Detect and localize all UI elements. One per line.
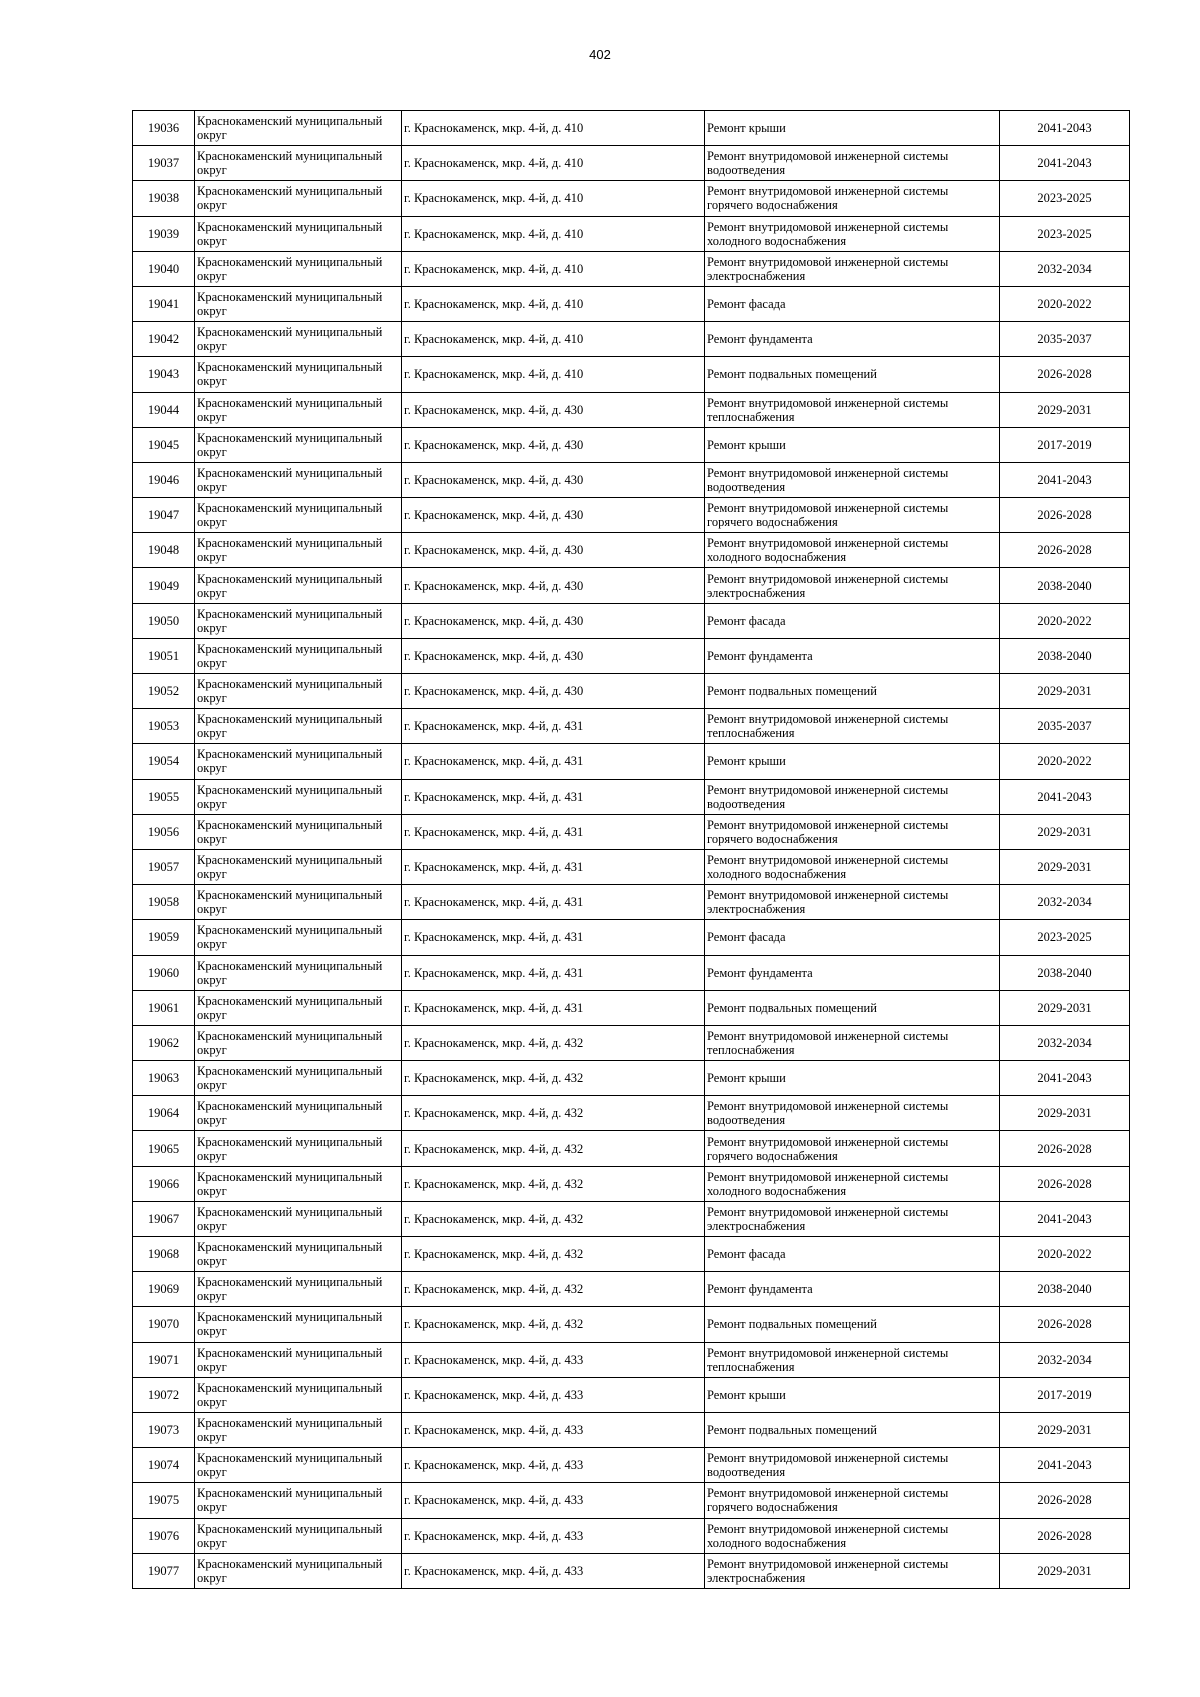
period-cell: 2029-2031: [1000, 990, 1130, 1025]
row-number-cell: 19076: [133, 1518, 195, 1553]
municipality-cell: Краснокаменский муниципальный округ: [195, 181, 402, 216]
address-cell: г. Краснокаменск, мкр. 4-й, д. 432: [402, 1272, 705, 1307]
period-cell: 2041-2043: [1000, 1201, 1130, 1236]
period-cell: 2032-2034: [1000, 251, 1130, 286]
address-cell: г. Краснокаменск, мкр. 4-й, д. 430: [402, 638, 705, 673]
address-cell: г. Краснокаменск, мкр. 4-й, д. 432: [402, 1166, 705, 1201]
table-row: [133, 990, 1130, 1025]
row-number-cell: 19042: [133, 322, 195, 357]
period-cell: 2032-2034: [1000, 1025, 1130, 1060]
municipality-cell: Краснокаменский муниципальный округ: [195, 1448, 402, 1483]
period-cell: 2023-2025: [1000, 920, 1130, 955]
work-type-cell: Ремонт крыши: [705, 427, 1000, 462]
period-cell: 2017-2019: [1000, 1377, 1130, 1412]
table-row: [133, 814, 1130, 849]
address-cell: г. Краснокаменск, мкр. 4-й, д. 432: [402, 1025, 705, 1060]
municipality-cell: Краснокаменский муниципальный округ: [195, 849, 402, 884]
row-number-cell: 19063: [133, 1061, 195, 1096]
municipality-cell: Краснокаменский муниципальный округ: [195, 1201, 402, 1236]
table-row: [133, 1166, 1130, 1201]
address-cell: г. Краснокаменск, мкр. 4-й, д. 431: [402, 709, 705, 744]
work-type-cell: Ремонт внутридомовой инженерной системы холодного водоснабжения: [705, 1518, 1000, 1553]
row-number-cell: 19071: [133, 1342, 195, 1377]
period-cell: 2041-2043: [1000, 111, 1130, 146]
address-cell: г. Краснокаменск, мкр. 4-й, д. 433: [402, 1412, 705, 1447]
row-number-cell: 19039: [133, 216, 195, 251]
work-type-cell: Ремонт внутридомовой инженерной системы горячего водоснабжения: [705, 1483, 1000, 1518]
work-type-cell: Ремонт внутридомовой инженерной системы водоотведения: [705, 1448, 1000, 1483]
municipality-cell: Краснокаменский муниципальный округ: [195, 286, 402, 321]
table-row: [133, 392, 1130, 427]
period-cell: 2038-2040: [1000, 1272, 1130, 1307]
row-number-cell: 19051: [133, 638, 195, 673]
address-cell: г. Краснокаменск, мкр. 4-й, д. 410: [402, 322, 705, 357]
table-row: [133, 744, 1130, 779]
table-row: [133, 146, 1130, 181]
period-cell: 2029-2031: [1000, 1412, 1130, 1447]
municipality-cell: Краснокаменский муниципальный округ: [195, 357, 402, 392]
row-number-cell: 19075: [133, 1483, 195, 1518]
period-cell: 2038-2040: [1000, 638, 1130, 673]
period-cell: 2035-2037: [1000, 709, 1130, 744]
row-number-cell: 19059: [133, 920, 195, 955]
work-type-cell: Ремонт внутридомовой инженерной системы теплоснабжения: [705, 1025, 1000, 1060]
period-cell: 2041-2043: [1000, 462, 1130, 497]
work-type-cell: Ремонт фасада: [705, 920, 1000, 955]
period-cell: 2038-2040: [1000, 568, 1130, 603]
row-number-cell: 19057: [133, 849, 195, 884]
work-type-cell: Ремонт внутридомовой инженерной системы горячего водоснабжения: [705, 498, 1000, 533]
row-number-cell: 19058: [133, 885, 195, 920]
row-number-cell: 19050: [133, 603, 195, 638]
row-number-cell: 19054: [133, 744, 195, 779]
work-type-cell: Ремонт подвальных помещений: [705, 1307, 1000, 1342]
address-cell: г. Краснокаменск, мкр. 4-й, д. 432: [402, 1307, 705, 1342]
row-number-cell: 19047: [133, 498, 195, 533]
municipality-cell: Краснокаменский муниципальный округ: [195, 1307, 402, 1342]
table-row: [133, 1377, 1130, 1412]
period-cell: 2041-2043: [1000, 146, 1130, 181]
table-row: [133, 427, 1130, 462]
table-row: [133, 216, 1130, 251]
work-type-cell: Ремонт внутридомовой инженерной системы холодного водоснабжения: [705, 533, 1000, 568]
period-cell: 2041-2043: [1000, 1448, 1130, 1483]
address-cell: г. Краснокаменск, мкр. 4-й, д. 410: [402, 181, 705, 216]
table-row: [133, 1096, 1130, 1131]
table-row: [133, 357, 1130, 392]
municipality-cell: Краснокаменский муниципальный округ: [195, 1025, 402, 1060]
period-cell: 2029-2031: [1000, 849, 1130, 884]
work-type-cell: Ремонт фундамента: [705, 638, 1000, 673]
address-cell: г. Краснокаменск, мкр. 4-й, д. 430: [402, 427, 705, 462]
municipality-cell: Краснокаменский муниципальный округ: [195, 1553, 402, 1588]
address-cell: г. Краснокаменск, мкр. 4-й, д. 431: [402, 955, 705, 990]
period-cell: 2017-2019: [1000, 427, 1130, 462]
table-row: [133, 849, 1130, 884]
work-type-cell: Ремонт внутридомовой инженерной системы теплоснабжения: [705, 709, 1000, 744]
municipality-cell: Краснокаменский муниципальный округ: [195, 885, 402, 920]
work-type-cell: Ремонт внутридомовой инженерной системы теплоснабжения: [705, 392, 1000, 427]
work-type-cell: Ремонт внутридомовой инженерной системы холодного водоснабжения: [705, 216, 1000, 251]
work-type-cell: Ремонт внутридомовой инженерной системы холодного водоснабжения: [705, 1166, 1000, 1201]
municipality-cell: Краснокаменский муниципальный округ: [195, 111, 402, 146]
municipality-cell: Краснокаменский муниципальный округ: [195, 1166, 402, 1201]
address-cell: г. Краснокаменск, мкр. 4-й, д. 410: [402, 146, 705, 181]
municipality-cell: Краснокаменский муниципальный округ: [195, 779, 402, 814]
work-type-cell: Ремонт крыши: [705, 1061, 1000, 1096]
row-number-cell: 19060: [133, 955, 195, 990]
row-number-cell: 19040: [133, 251, 195, 286]
address-cell: г. Краснокаменск, мкр. 4-й, д. 410: [402, 286, 705, 321]
period-cell: 2026-2028: [1000, 357, 1130, 392]
municipality-cell: Краснокаменский муниципальный округ: [195, 1061, 402, 1096]
row-number-cell: 19053: [133, 709, 195, 744]
period-cell: 2029-2031: [1000, 674, 1130, 709]
work-type-cell: Ремонт крыши: [705, 1377, 1000, 1412]
period-cell: 2026-2028: [1000, 1518, 1130, 1553]
address-cell: г. Краснокаменск, мкр. 4-й, д. 410: [402, 111, 705, 146]
work-type-cell: Ремонт внутридомовой инженерной системы водоотведения: [705, 146, 1000, 181]
work-type-cell: Ремонт внутридомовой инженерной системы электроснабжения: [705, 1553, 1000, 1588]
municipality-cell: Краснокаменский муниципальный округ: [195, 709, 402, 744]
period-cell: 2020-2022: [1000, 744, 1130, 779]
address-cell: г. Краснокаменск, мкр. 4-й, д. 433: [402, 1483, 705, 1518]
row-number-cell: 19061: [133, 990, 195, 1025]
municipality-cell: Краснокаменский муниципальный округ: [195, 1272, 402, 1307]
municipality-cell: Краснокаменский муниципальный округ: [195, 1131, 402, 1166]
address-cell: г. Краснокаменск, мкр. 4-й, д. 432: [402, 1201, 705, 1236]
row-number-cell: 19046: [133, 462, 195, 497]
address-cell: г. Краснокаменск, мкр. 4-й, д. 410: [402, 216, 705, 251]
period-cell: 2029-2031: [1000, 392, 1130, 427]
period-cell: 2032-2034: [1000, 1342, 1130, 1377]
work-type-cell: Ремонт внутридомовой инженерной системы горячего водоснабжения: [705, 1131, 1000, 1166]
period-cell: 2026-2028: [1000, 498, 1130, 533]
work-type-cell: Ремонт крыши: [705, 111, 1000, 146]
period-cell: 2026-2028: [1000, 1131, 1130, 1166]
table-row: [133, 181, 1130, 216]
row-number-cell: 19052: [133, 674, 195, 709]
period-cell: 2026-2028: [1000, 1307, 1130, 1342]
address-cell: г. Краснокаменск, мкр. 4-й, д. 432: [402, 1061, 705, 1096]
address-cell: г. Краснокаменск, мкр. 4-й, д. 431: [402, 990, 705, 1025]
address-cell: г. Краснокаменск, мкр. 4-й, д. 433: [402, 1518, 705, 1553]
row-number-cell: 19043: [133, 357, 195, 392]
row-number-cell: 19066: [133, 1166, 195, 1201]
table-row: [133, 462, 1130, 497]
table-row: [133, 1061, 1130, 1096]
address-cell: г. Краснокаменск, мкр. 4-й, д. 431: [402, 920, 705, 955]
period-cell: 2023-2025: [1000, 216, 1130, 251]
repair-schedule-table: [132, 110, 1130, 1589]
period-cell: 2026-2028: [1000, 533, 1130, 568]
address-cell: г. Краснокаменск, мкр. 4-й, д. 430: [402, 603, 705, 638]
period-cell: 2032-2034: [1000, 885, 1130, 920]
work-type-cell: Ремонт подвальных помещений: [705, 357, 1000, 392]
row-number-cell: 19073: [133, 1412, 195, 1447]
table-row: [133, 1553, 1130, 1588]
row-number-cell: 19067: [133, 1201, 195, 1236]
table-row: [133, 1272, 1130, 1307]
table-row: [133, 533, 1130, 568]
period-cell: 2029-2031: [1000, 1096, 1130, 1131]
work-type-cell: Ремонт внутридомовой инженерной системы горячего водоснабжения: [705, 181, 1000, 216]
table-row: [133, 779, 1130, 814]
municipality-cell: Краснокаменский муниципальный округ: [195, 1096, 402, 1131]
table-row: [133, 286, 1130, 321]
table-row: [133, 1307, 1130, 1342]
row-number-cell: 19065: [133, 1131, 195, 1166]
municipality-cell: Краснокаменский муниципальный округ: [195, 744, 402, 779]
municipality-cell: Краснокаменский муниципальный округ: [195, 251, 402, 286]
row-number-cell: 19045: [133, 427, 195, 462]
table-row: [133, 1201, 1130, 1236]
address-cell: г. Краснокаменск, мкр. 4-й, д. 433: [402, 1377, 705, 1412]
municipality-cell: Краснокаменский муниципальный округ: [195, 638, 402, 673]
work-type-cell: Ремонт внутридомовой инженерной системы холодного водоснабжения: [705, 849, 1000, 884]
table-row: [133, 1131, 1130, 1166]
period-cell: 2041-2043: [1000, 779, 1130, 814]
table-row: [133, 1483, 1130, 1518]
address-cell: г. Краснокаменск, мкр. 4-й, д. 430: [402, 674, 705, 709]
table-row: [133, 920, 1130, 955]
municipality-cell: Краснокаменский муниципальный округ: [195, 146, 402, 181]
row-number-cell: 19055: [133, 779, 195, 814]
address-cell: г. Краснокаменск, мкр. 4-й, д. 430: [402, 392, 705, 427]
row-number-cell: 19041: [133, 286, 195, 321]
work-type-cell: Ремонт внутридомовой инженерной системы электроснабжения: [705, 1201, 1000, 1236]
address-cell: г. Краснокаменск, мкр. 4-й, д. 432: [402, 1096, 705, 1131]
table-row: [133, 111, 1130, 146]
address-cell: г. Краснокаменск, мкр. 4-й, д. 433: [402, 1553, 705, 1588]
address-cell: г. Краснокаменск, мкр. 4-й, д. 431: [402, 744, 705, 779]
work-type-cell: Ремонт внутридомовой инженерной системы электроснабжения: [705, 568, 1000, 603]
row-number-cell: 19044: [133, 392, 195, 427]
row-number-cell: 19056: [133, 814, 195, 849]
period-cell: 2035-2037: [1000, 322, 1130, 357]
municipality-cell: Краснокаменский муниципальный округ: [195, 1342, 402, 1377]
address-cell: г. Краснокаменск, мкр. 4-й, д. 430: [402, 462, 705, 497]
row-number-cell: 19070: [133, 1307, 195, 1342]
row-number-cell: 19048: [133, 533, 195, 568]
table-row: [133, 1237, 1130, 1272]
work-type-cell: Ремонт фундамента: [705, 1272, 1000, 1307]
work-type-cell: Ремонт внутридомовой инженерной системы теплоснабжения: [705, 1342, 1000, 1377]
table-row: [133, 568, 1130, 603]
municipality-cell: Краснокаменский муниципальный округ: [195, 462, 402, 497]
table-row: [133, 251, 1130, 286]
table-row: [133, 709, 1130, 744]
municipality-cell: Краснокаменский муниципальный округ: [195, 533, 402, 568]
work-type-cell: Ремонт внутридомовой инженерной системы водоотведения: [705, 1096, 1000, 1131]
municipality-cell: Краснокаменский муниципальный округ: [195, 920, 402, 955]
municipality-cell: Краснокаменский муниципальный округ: [195, 814, 402, 849]
row-number-cell: 19064: [133, 1096, 195, 1131]
address-cell: г. Краснокаменск, мкр. 4-й, д. 430: [402, 568, 705, 603]
table-row: [133, 322, 1130, 357]
row-number-cell: 19068: [133, 1237, 195, 1272]
work-type-cell: Ремонт фасада: [705, 286, 1000, 321]
table-row: [133, 1518, 1130, 1553]
row-number-cell: 19069: [133, 1272, 195, 1307]
row-number-cell: 19038: [133, 181, 195, 216]
municipality-cell: Краснокаменский муниципальный округ: [195, 603, 402, 638]
municipality-cell: Краснокаменский муниципальный округ: [195, 1377, 402, 1412]
work-type-cell: Ремонт подвальных помещений: [705, 990, 1000, 1025]
address-cell: г. Краснокаменск, мкр. 4-й, д. 410: [402, 357, 705, 392]
municipality-cell: Краснокаменский муниципальный округ: [195, 216, 402, 251]
municipality-cell: Краснокаменский муниципальный округ: [195, 1412, 402, 1447]
period-cell: 2038-2040: [1000, 955, 1130, 990]
work-type-cell: Ремонт фасада: [705, 1237, 1000, 1272]
table-row: [133, 1342, 1130, 1377]
period-cell: 2026-2028: [1000, 1483, 1130, 1518]
address-cell: г. Краснокаменск, мкр. 4-й, д. 431: [402, 885, 705, 920]
address-cell: г. Краснокаменск, мкр. 4-й, д. 431: [402, 849, 705, 884]
address-cell: г. Краснокаменск, мкр. 4-й, д. 433: [402, 1448, 705, 1483]
municipality-cell: Краснокаменский муниципальный округ: [195, 674, 402, 709]
period-cell: 2020-2022: [1000, 603, 1130, 638]
municipality-cell: Краснокаменский муниципальный округ: [195, 1483, 402, 1518]
municipality-cell: Краснокаменский муниципальный округ: [195, 427, 402, 462]
work-type-cell: Ремонт фундамента: [705, 955, 1000, 990]
table-row: [133, 638, 1130, 673]
municipality-cell: Краснокаменский муниципальный округ: [195, 392, 402, 427]
municipality-cell: Краснокаменский муниципальный округ: [195, 990, 402, 1025]
work-type-cell: Ремонт крыши: [705, 744, 1000, 779]
row-number-cell: 19072: [133, 1377, 195, 1412]
period-cell: 2026-2028: [1000, 1166, 1130, 1201]
page-number: 402: [589, 47, 611, 62]
row-number-cell: 19062: [133, 1025, 195, 1060]
address-cell: г. Краснокаменск, мкр. 4-й, д. 431: [402, 814, 705, 849]
municipality-cell: Краснокаменский муниципальный округ: [195, 568, 402, 603]
row-number-cell: 19077: [133, 1553, 195, 1588]
table-row: [133, 885, 1130, 920]
table-row: [133, 603, 1130, 638]
work-type-cell: Ремонт фундамента: [705, 322, 1000, 357]
table-body: [133, 111, 1130, 1589]
address-cell: г. Краснокаменск, мкр. 4-й, д. 410: [402, 251, 705, 286]
table-row: [133, 1448, 1130, 1483]
address-cell: г. Краснокаменск, мкр. 4-й, д. 430: [402, 533, 705, 568]
table-row: [133, 1412, 1130, 1447]
work-type-cell: Ремонт подвальных помещений: [705, 674, 1000, 709]
work-type-cell: Ремонт подвальных помещений: [705, 1412, 1000, 1447]
work-type-cell: Ремонт внутридомовой инженерной системы водоотведения: [705, 779, 1000, 814]
municipality-cell: Краснокаменский муниципальный округ: [195, 498, 402, 533]
period-cell: 2029-2031: [1000, 814, 1130, 849]
municipality-cell: Краснокаменский муниципальный округ: [195, 322, 402, 357]
row-number-cell: 19036: [133, 111, 195, 146]
municipality-cell: Краснокаменский муниципальный округ: [195, 1518, 402, 1553]
work-type-cell: Ремонт внутридомовой инженерной системы горячего водоснабжения: [705, 814, 1000, 849]
row-number-cell: 19037: [133, 146, 195, 181]
period-cell: 2029-2031: [1000, 1553, 1130, 1588]
table-row: [133, 498, 1130, 533]
period-cell: 2020-2022: [1000, 286, 1130, 321]
table-row: [133, 674, 1130, 709]
work-type-cell: Ремонт внутридомовой инженерной системы электроснабжения: [705, 885, 1000, 920]
municipality-cell: Краснокаменский муниципальный округ: [195, 1237, 402, 1272]
period-cell: 2041-2043: [1000, 1061, 1130, 1096]
period-cell: 2023-2025: [1000, 181, 1130, 216]
table-row: [133, 955, 1130, 990]
address-cell: г. Краснокаменск, мкр. 4-й, д. 432: [402, 1131, 705, 1166]
row-number-cell: 19049: [133, 568, 195, 603]
row-number-cell: 19074: [133, 1448, 195, 1483]
address-cell: г. Краснокаменск, мкр. 4-й, д. 432: [402, 1237, 705, 1272]
work-type-cell: Ремонт внутридомовой инженерной системы электроснабжения: [705, 251, 1000, 286]
municipality-cell: Краснокаменский муниципальный округ: [195, 955, 402, 990]
work-type-cell: Ремонт фасада: [705, 603, 1000, 638]
address-cell: г. Краснокаменск, мкр. 4-й, д. 431: [402, 779, 705, 814]
work-type-cell: Ремонт внутридомовой инженерной системы водоотведения: [705, 462, 1000, 497]
period-cell: 2020-2022: [1000, 1237, 1130, 1272]
address-cell: г. Краснокаменск, мкр. 4-й, д. 433: [402, 1342, 705, 1377]
address-cell: г. Краснокаменск, мкр. 4-й, д. 430: [402, 498, 705, 533]
table-row: [133, 1025, 1130, 1060]
